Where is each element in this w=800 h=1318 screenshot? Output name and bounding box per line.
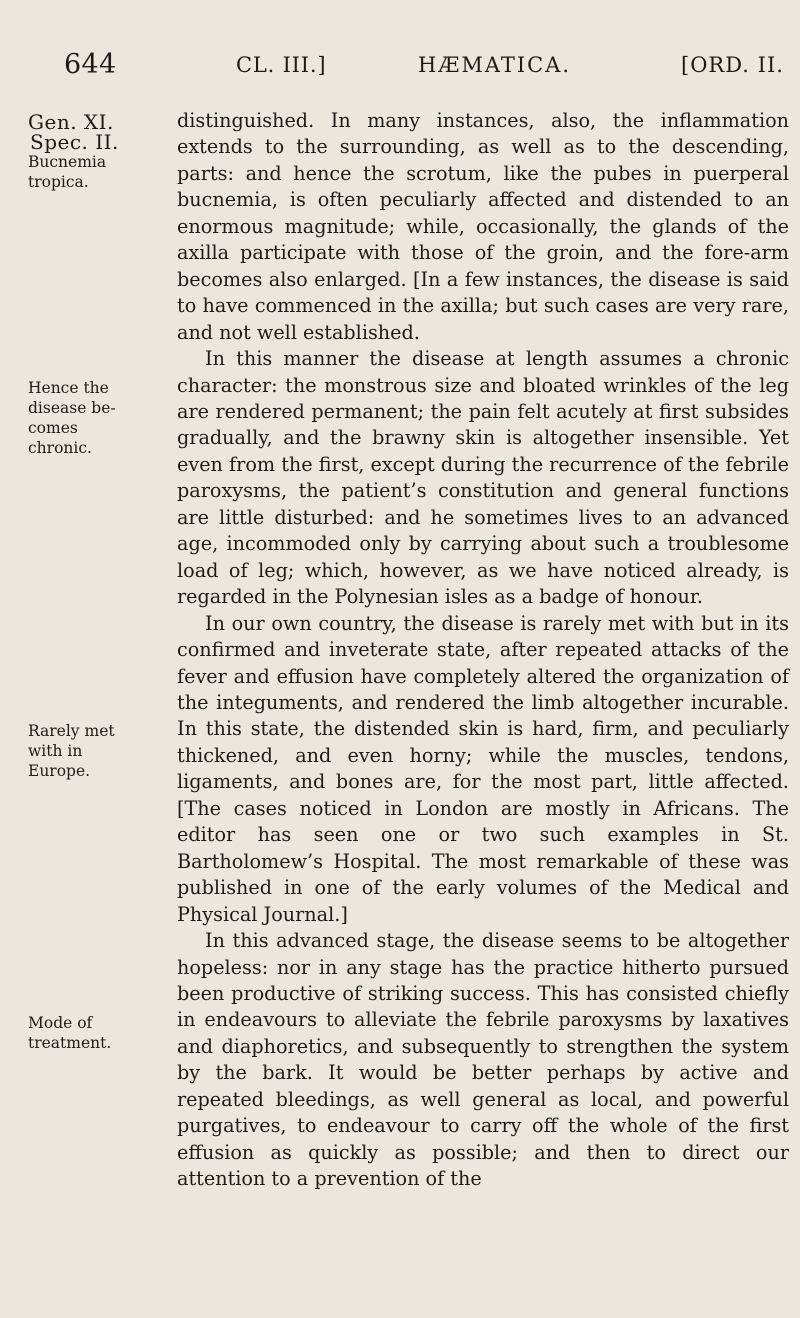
margin-note-line: disease be- [28, 399, 116, 417]
margin-note-line: Bucnemia [28, 153, 107, 171]
margin-note-line: treatment. [28, 1034, 112, 1052]
margin-note-genus-species [28, 112, 140, 192]
margin-note-chronic [28, 378, 140, 458]
running-header [56, 46, 786, 86]
chapter-reference: CL. III.] [236, 53, 327, 77]
margin-note-europe [28, 721, 140, 781]
margin-note-line: tropica. [28, 173, 89, 191]
margin-note-line: comes [28, 419, 78, 437]
body-text [177, 108, 789, 1193]
margin-note-line: Mode of [28, 1014, 93, 1032]
margin-note-line: Europe. [28, 762, 91, 780]
page-number: 644 [64, 49, 117, 80]
paragraph: distinguished. In many instances, also, the inflammation extends to the surrounding, as well as to the descending, parts: and hence the scrotum, like the pubes in puerperal bucnemia, is often peculiarly affected and distended to an enormous magnitude; while, occasionally, the glands of the axilla participate with those of the groin, and the fore-arm becomes also enlarged. [In a few instances, the disease is said to have commenced in the axilla; but such cases are very rare, and not well established. [177, 109, 789, 344]
order-reference: [ORD. II. [681, 53, 784, 77]
running-title: HÆMATICA. [418, 53, 572, 77]
margin-note-treatment [28, 1013, 140, 1053]
margin-note-line: Hence the [28, 379, 109, 397]
paragraph: In this manner the disease at length assumes a chronic character: the monstrous size and bloated wrinkles of the leg are rendered permanent; the pain felt acutely at first subsides gradually, and the brawny skin is altogether insensible. Yet even from the first, except during the recurrence of the febrile paroxysms, the patient’s constitution and general functions are little disturbed: and he sometimes lives to an advanced age, incommoded only by carrying about such a troublesome load of leg; which, however, as we have noticed already, is regarded in the Polynesian isles as a badge of honour. [177, 347, 789, 609]
paragraph: In our own country, the disease is rarely met with but in its confirmed and inveterate state, after repeated attacks of the fever and effusion have completely altered the organization of the integuments, and rendered the limb altogether incurable. In this state, the distended skin is hard, firm, and peculiarly thickened, and even horny; while the muscles, tendons, ligaments, and bones are, for the most part, little affected. [The cases noticed in London are mostly in Africans. The editor has seen one or two such examples in St. Bartholomew’s Hospital. The most remarkable of these was published in one of the early volumes of the Medical and Physical Journal.] [177, 611, 789, 926]
margin-note-line: Rarely met [28, 722, 115, 740]
margin-note-line: Spec. II. [30, 130, 119, 154]
margin-note-line: with in [28, 742, 83, 760]
margin-note-line: Gen. XI. [28, 110, 114, 134]
margin-note-line: chronic. [28, 439, 92, 457]
paragraph: In this advanced stage, the disease seems to be altogether hopeless: nor in any stage has the practice hitherto pursued been productive of striking success. This has consisted chiefly in endeavours to alleviate the febrile paroxysms by laxatives and diaphoretics, and subsequently to strengthen the system by the bark. It would be better perhaps by active and repeated bleedings, as well general as local, and powerful purgatives, to endeavour to carry off the whole of the first effusion as quickly as possible; and then to direct our attention to a prevention of the [177, 929, 789, 1191]
